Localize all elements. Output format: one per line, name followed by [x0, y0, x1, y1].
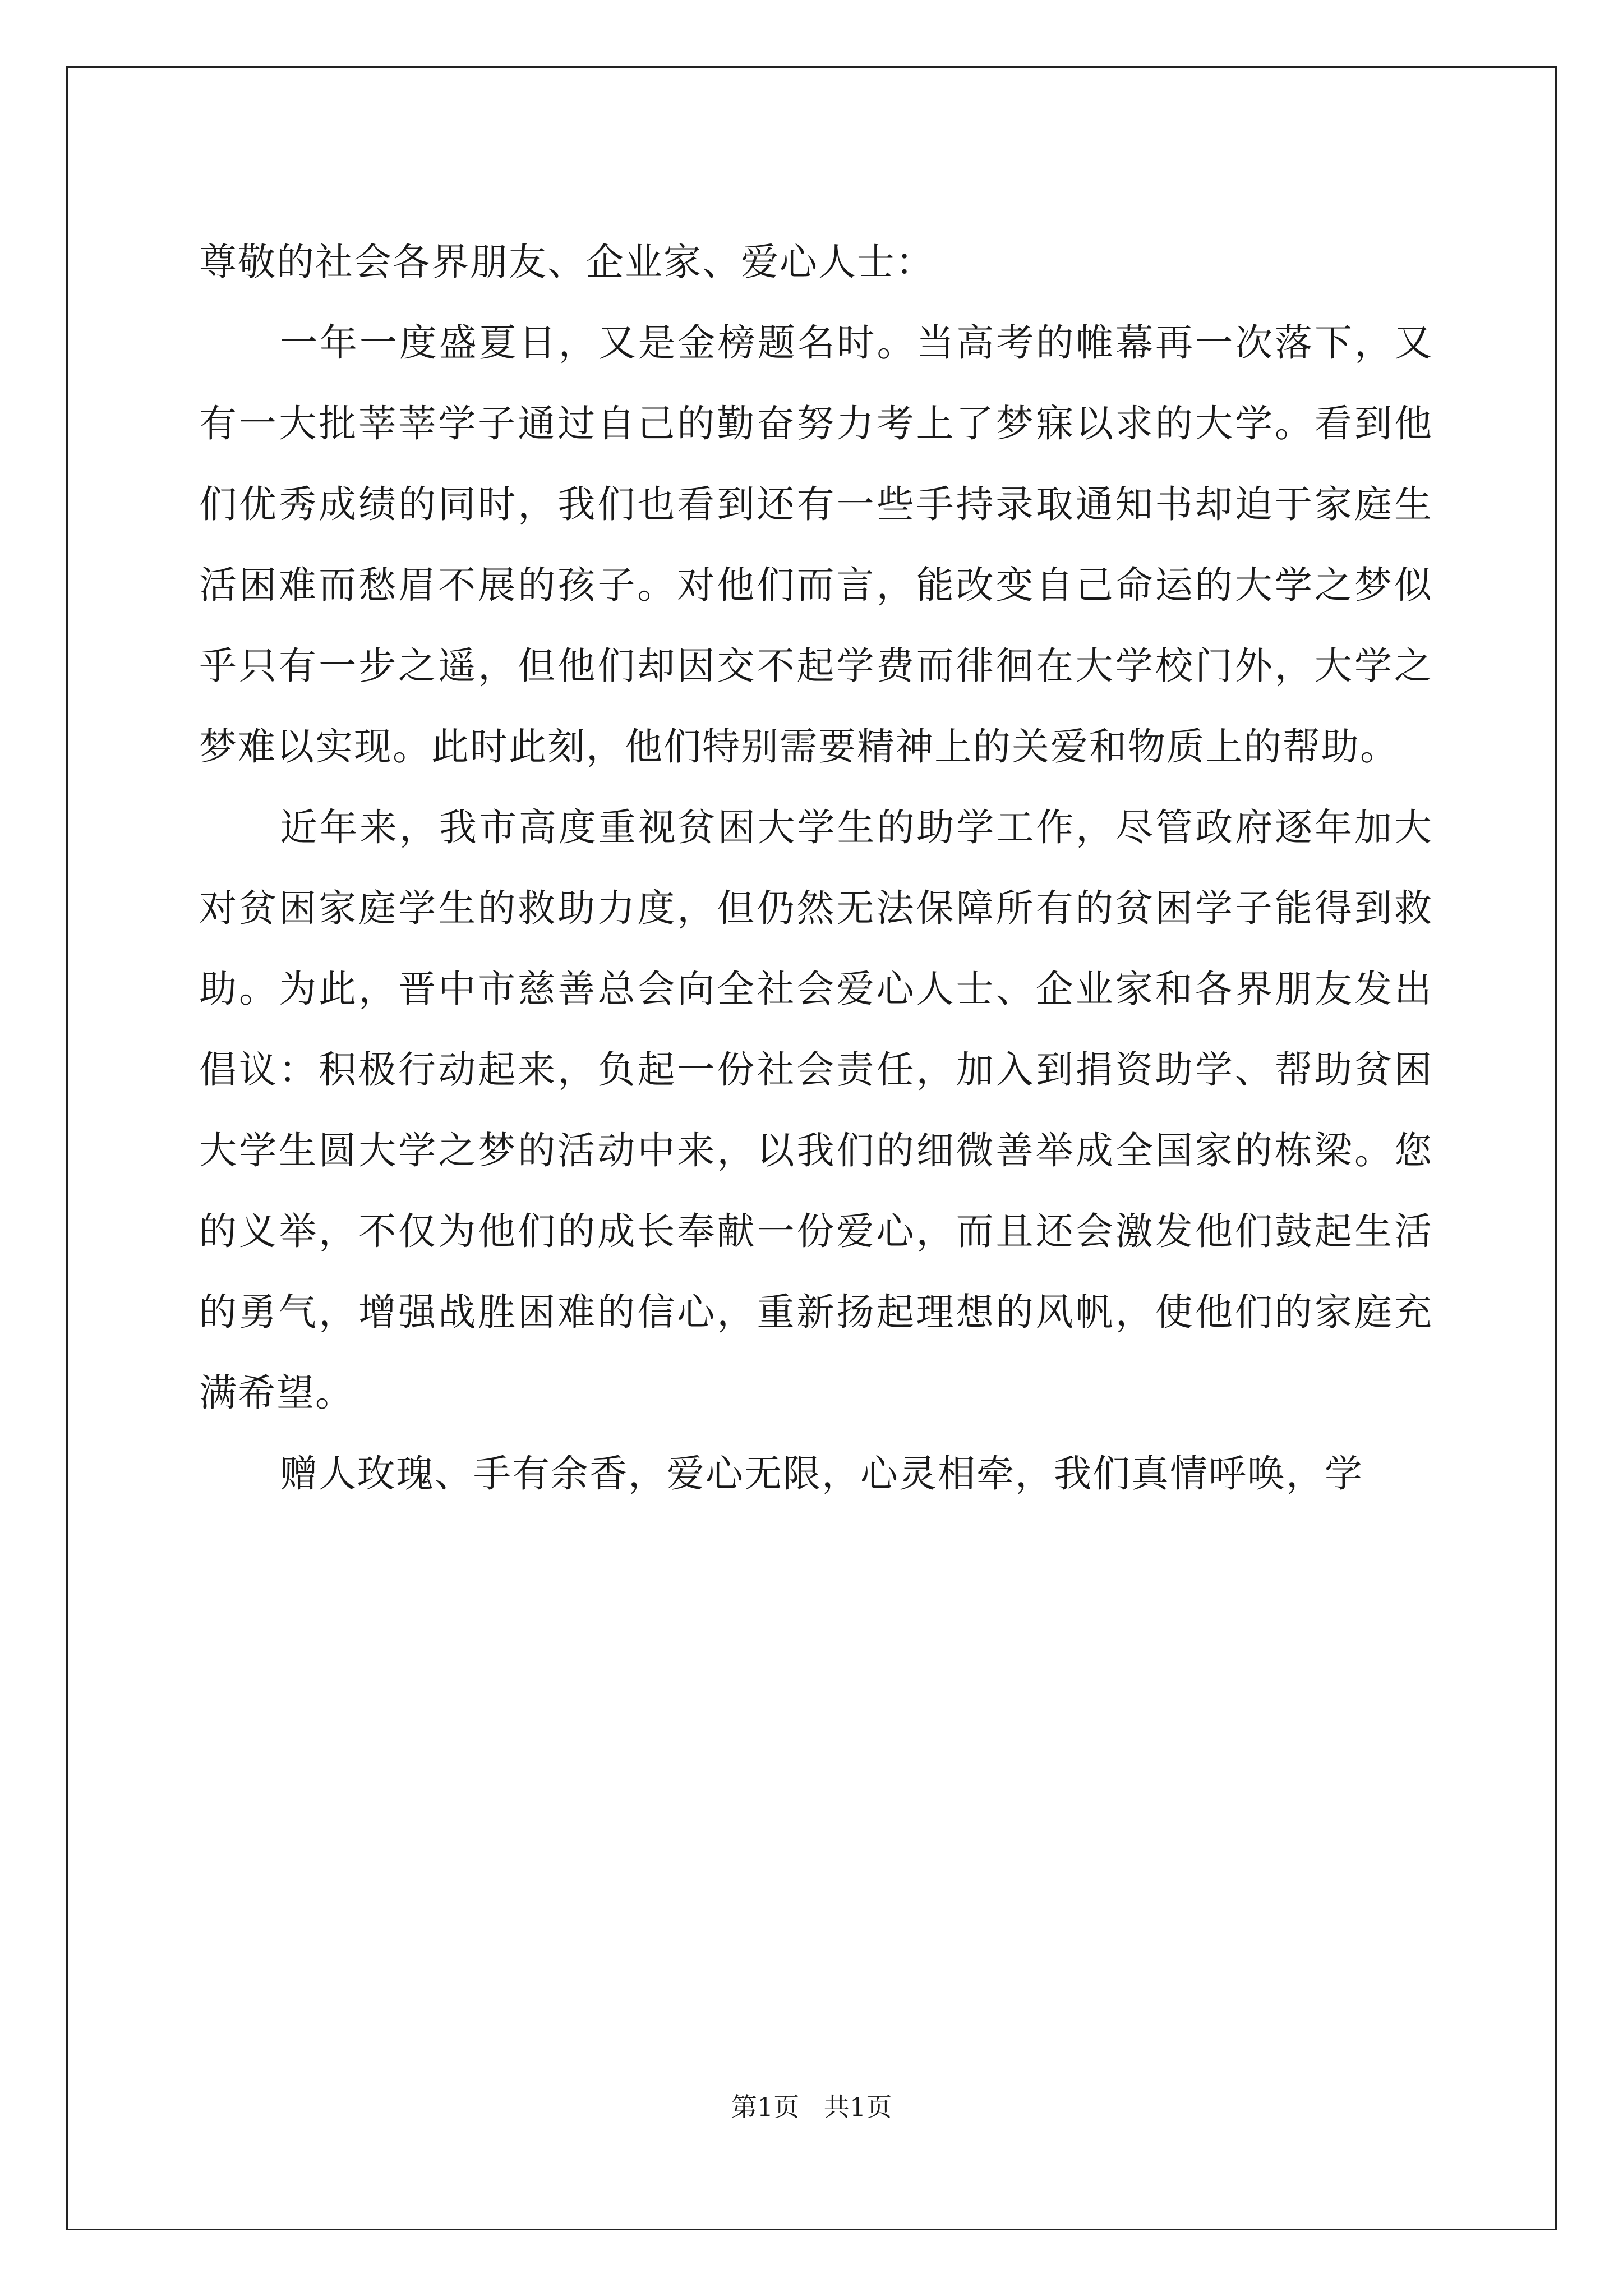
page-footer: 第1页 共1页 — [731, 2092, 892, 2122]
paragraph-1: 一年一度盛夏日，又是金榜题名时。当高考的帷幕再一次落下，又有一大批莘莘学子通过自己的勤奋努力考上了梦寐以求的大学。看到他们优秀成绩的同时，我们也看到还有一些手持录取通知书却迫于家庭生活困难而愁眉不展的孩子。对他们而言，能改变自己命运的大学之梦似乎只有一步之遥，但他们却因交不起学费而徘徊在大学校门外，大学之梦难以实现。此时此刻，他们特别需要精神上的关爱和物质上的帮助。 — [199, 321, 1433, 769]
salutation: 尊敬的社会各界朋友、企业家、爱心人士： — [199, 240, 934, 284]
document-body — [199, 222, 1433, 1514]
paragraph-2: 近年来，我市高度重视贫困大学生的助学工作，尽管政府逐年加大对贫困家庭学生的救助力度，但仍然无法保障所有的贫困学子能得到救助。为此，晋中市慈善总会向全社会爱心人士、企业家和各界朋友发出倡议：积极行动起来，负起一份社会责任，加入到捐资助学、帮助贫困大学生圆大学之梦的活动中来，以我们的细微善举成全国家的栋梁。您的义举，不仅为他们的成长奉献一份爱心，而且还会激发他们鼓起生活的勇气，增强战胜困难的信心，重新扬起理想的风帆，使他们的家庭充满希望。 — [199, 806, 1433, 1415]
paragraph-3: 赠人玫瑰、手有余香，爱心无限，心灵相牵，我们真情呼唤，学 — [280, 1452, 1363, 1496]
